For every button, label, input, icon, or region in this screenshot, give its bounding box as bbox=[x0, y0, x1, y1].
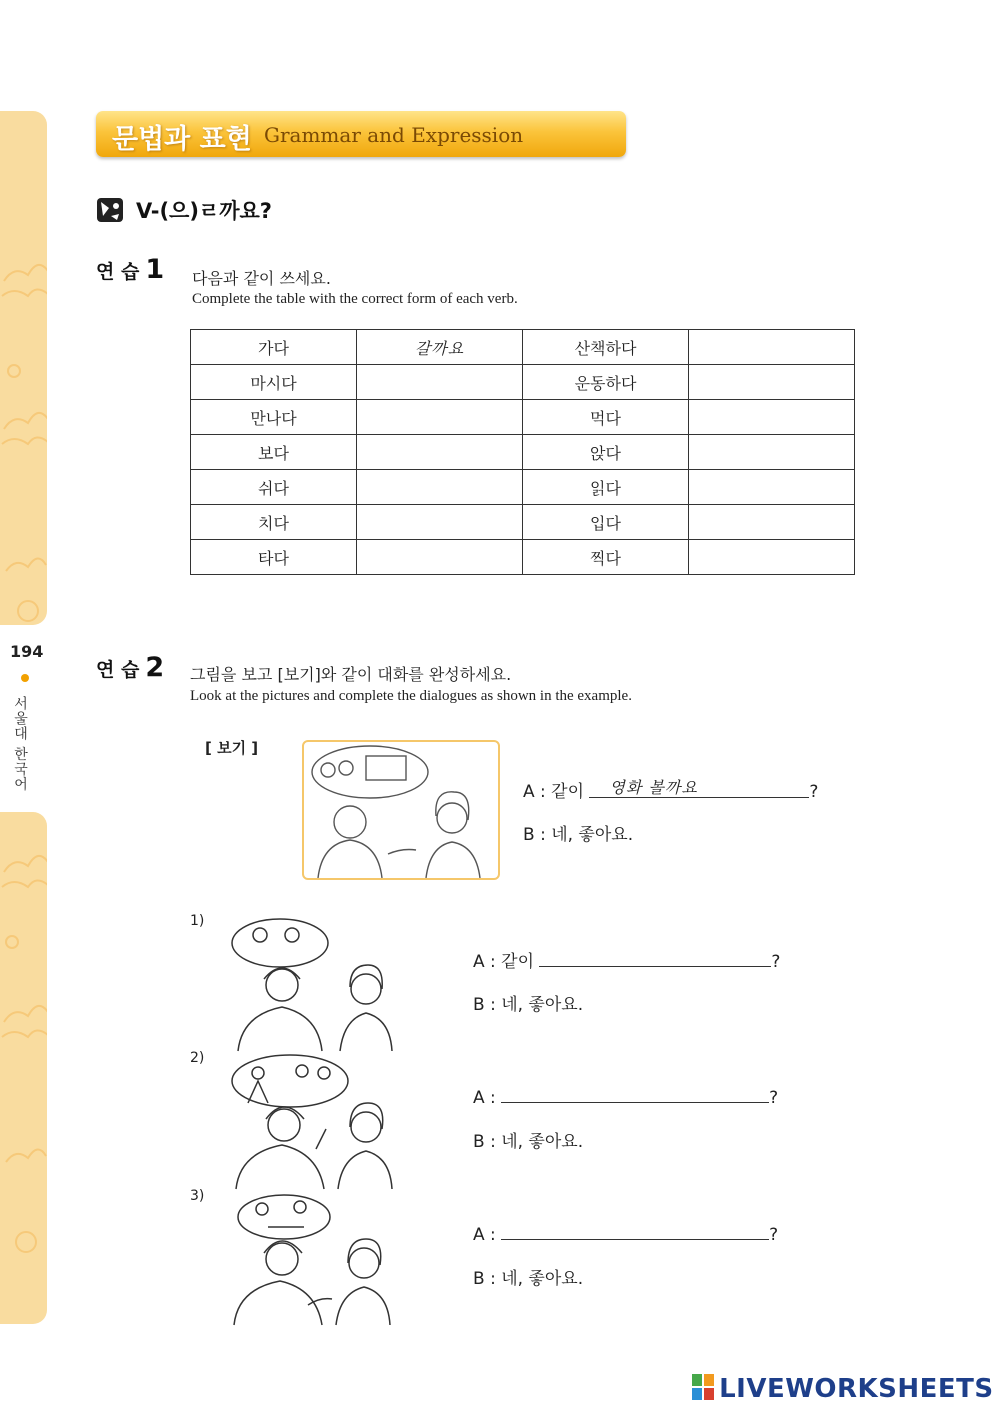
answer-cell[interactable] bbox=[689, 365, 855, 400]
brand-logo bbox=[692, 1374, 994, 1404]
verb-cell: 읽다 bbox=[523, 470, 689, 505]
answer-cell[interactable] bbox=[689, 540, 855, 575]
exercise2-heading bbox=[96, 652, 164, 683]
answer-cell[interactable]: 갈까요 bbox=[357, 330, 523, 365]
example-label: [ 보기 ] bbox=[205, 739, 259, 757]
bullet-dot-icon bbox=[21, 674, 29, 682]
item2-line-b: B : 네, 좋아요. bbox=[473, 1132, 584, 1152]
side-ribbon-top bbox=[0, 111, 47, 625]
banner-title-kr: 문법과 표현 bbox=[112, 124, 252, 155]
verb-cell: 가다 bbox=[191, 330, 357, 365]
liveworksheets-logo-icon bbox=[692, 1374, 714, 1400]
table-row bbox=[191, 505, 855, 540]
verb-cell: 앉다 bbox=[523, 435, 689, 470]
verb-cell: 입다 bbox=[523, 505, 689, 540]
answer-cell[interactable] bbox=[689, 505, 855, 540]
exercise-number: 2 bbox=[145, 652, 165, 683]
answer-cell[interactable] bbox=[689, 400, 855, 435]
verb-cell: 보다 bbox=[191, 435, 357, 470]
verb-cell: 만나다 bbox=[191, 400, 357, 435]
example-a-prefix: A : 같이 bbox=[523, 782, 585, 802]
answer-cell[interactable] bbox=[689, 435, 855, 470]
item-number: 3) bbox=[190, 1188, 205, 1204]
answer-cell[interactable] bbox=[357, 540, 523, 575]
verb-cell: 먹다 bbox=[523, 400, 689, 435]
people-talking-icon bbox=[228, 915, 398, 1053]
verb-cell: 운동하다 bbox=[523, 365, 689, 400]
exercise1-instruction-en: Complete the table with the correct form of each verb. bbox=[192, 291, 518, 307]
book-title-vertical: 서울대 한국어 bbox=[12, 696, 28, 792]
item1-a-suffix: ? bbox=[771, 952, 781, 972]
verb-cell: 치다 bbox=[191, 505, 357, 540]
item1-answer-blank[interactable] bbox=[539, 948, 771, 967]
answer-cell[interactable] bbox=[357, 505, 523, 540]
item2-line-a bbox=[473, 1084, 778, 1108]
verb-table bbox=[190, 329, 855, 575]
people-talking-icon bbox=[228, 1053, 398, 1191]
table-row bbox=[191, 540, 855, 575]
brand-name: LIVEWORKSHEETS bbox=[719, 1374, 994, 1404]
item1-line-a bbox=[473, 947, 780, 972]
table-row bbox=[191, 365, 855, 400]
example-line-b: B : 네, 좋아요. bbox=[523, 825, 634, 845]
verb-cell: 산책하다 bbox=[523, 330, 689, 365]
item3-a-prefix: A : bbox=[473, 1225, 496, 1245]
table-row bbox=[191, 435, 855, 470]
item2-a-prefix: A : bbox=[473, 1088, 496, 1108]
page-number: 194 bbox=[10, 642, 44, 661]
answer-cell[interactable] bbox=[689, 330, 855, 365]
exercise2-instruction-kr: 그림을 보고 [보기]와 같이 대화를 완성하세요. bbox=[190, 665, 512, 684]
exercise1-heading bbox=[96, 254, 164, 285]
cloud-pattern-icon bbox=[0, 111, 47, 625]
people-talking-icon bbox=[228, 1193, 398, 1327]
section-banner bbox=[96, 111, 626, 157]
item3-line-b: B : 네, 좋아요. bbox=[473, 1269, 584, 1289]
item2-answer-blank[interactable] bbox=[501, 1084, 769, 1103]
example-illustration bbox=[302, 740, 500, 880]
example-answer-blank bbox=[589, 779, 809, 798]
verb-cell: 타다 bbox=[191, 540, 357, 575]
answer-cell[interactable] bbox=[357, 400, 523, 435]
exercise-number: 1 bbox=[145, 254, 165, 285]
table-row bbox=[191, 330, 855, 365]
exercise1-instruction-kr: 다음과 같이 쓰세요. bbox=[192, 269, 331, 288]
answer-cell[interactable] bbox=[357, 435, 523, 470]
item-number: 2) bbox=[190, 1050, 205, 1066]
verb-cell: 찍다 bbox=[523, 540, 689, 575]
banner-title-en: Grammar and Expression bbox=[264, 123, 524, 147]
grammar-point-icon bbox=[95, 194, 127, 224]
answer-cell[interactable] bbox=[357, 365, 523, 400]
exercise2-instruction-en: Look at the pictures and complete the dialogues as shown in the example. bbox=[190, 688, 632, 704]
item1-line-b: B : 네, 좋아요. bbox=[473, 995, 584, 1015]
item3-a-suffix: ? bbox=[769, 1225, 779, 1245]
table-row bbox=[191, 400, 855, 435]
item1-a-prefix: A : 같이 bbox=[473, 952, 535, 972]
table-row bbox=[191, 470, 855, 505]
exercise-label: 연 습 bbox=[96, 659, 140, 681]
exercise-label: 연 습 bbox=[96, 261, 140, 283]
item3-answer-blank[interactable] bbox=[501, 1221, 769, 1240]
item3-line-a bbox=[473, 1221, 778, 1245]
people-talking-icon bbox=[304, 742, 498, 878]
item2-a-suffix: ? bbox=[769, 1088, 779, 1108]
example-a-suffix: ? bbox=[809, 782, 819, 802]
verb-cell: 쉬다 bbox=[191, 470, 357, 505]
example-answer: 영화 볼까요 bbox=[609, 778, 698, 797]
answer-cell[interactable] bbox=[357, 470, 523, 505]
answer-cell[interactable] bbox=[689, 470, 855, 505]
cloud-pattern-icon bbox=[0, 812, 47, 1324]
side-ribbon-bottom bbox=[0, 812, 47, 1324]
grammar-point-title: V-(으)ㄹ까요? bbox=[136, 199, 272, 223]
example-line-a bbox=[523, 777, 818, 802]
verb-cell: 마시다 bbox=[191, 365, 357, 400]
item-number: 1) bbox=[190, 913, 205, 929]
